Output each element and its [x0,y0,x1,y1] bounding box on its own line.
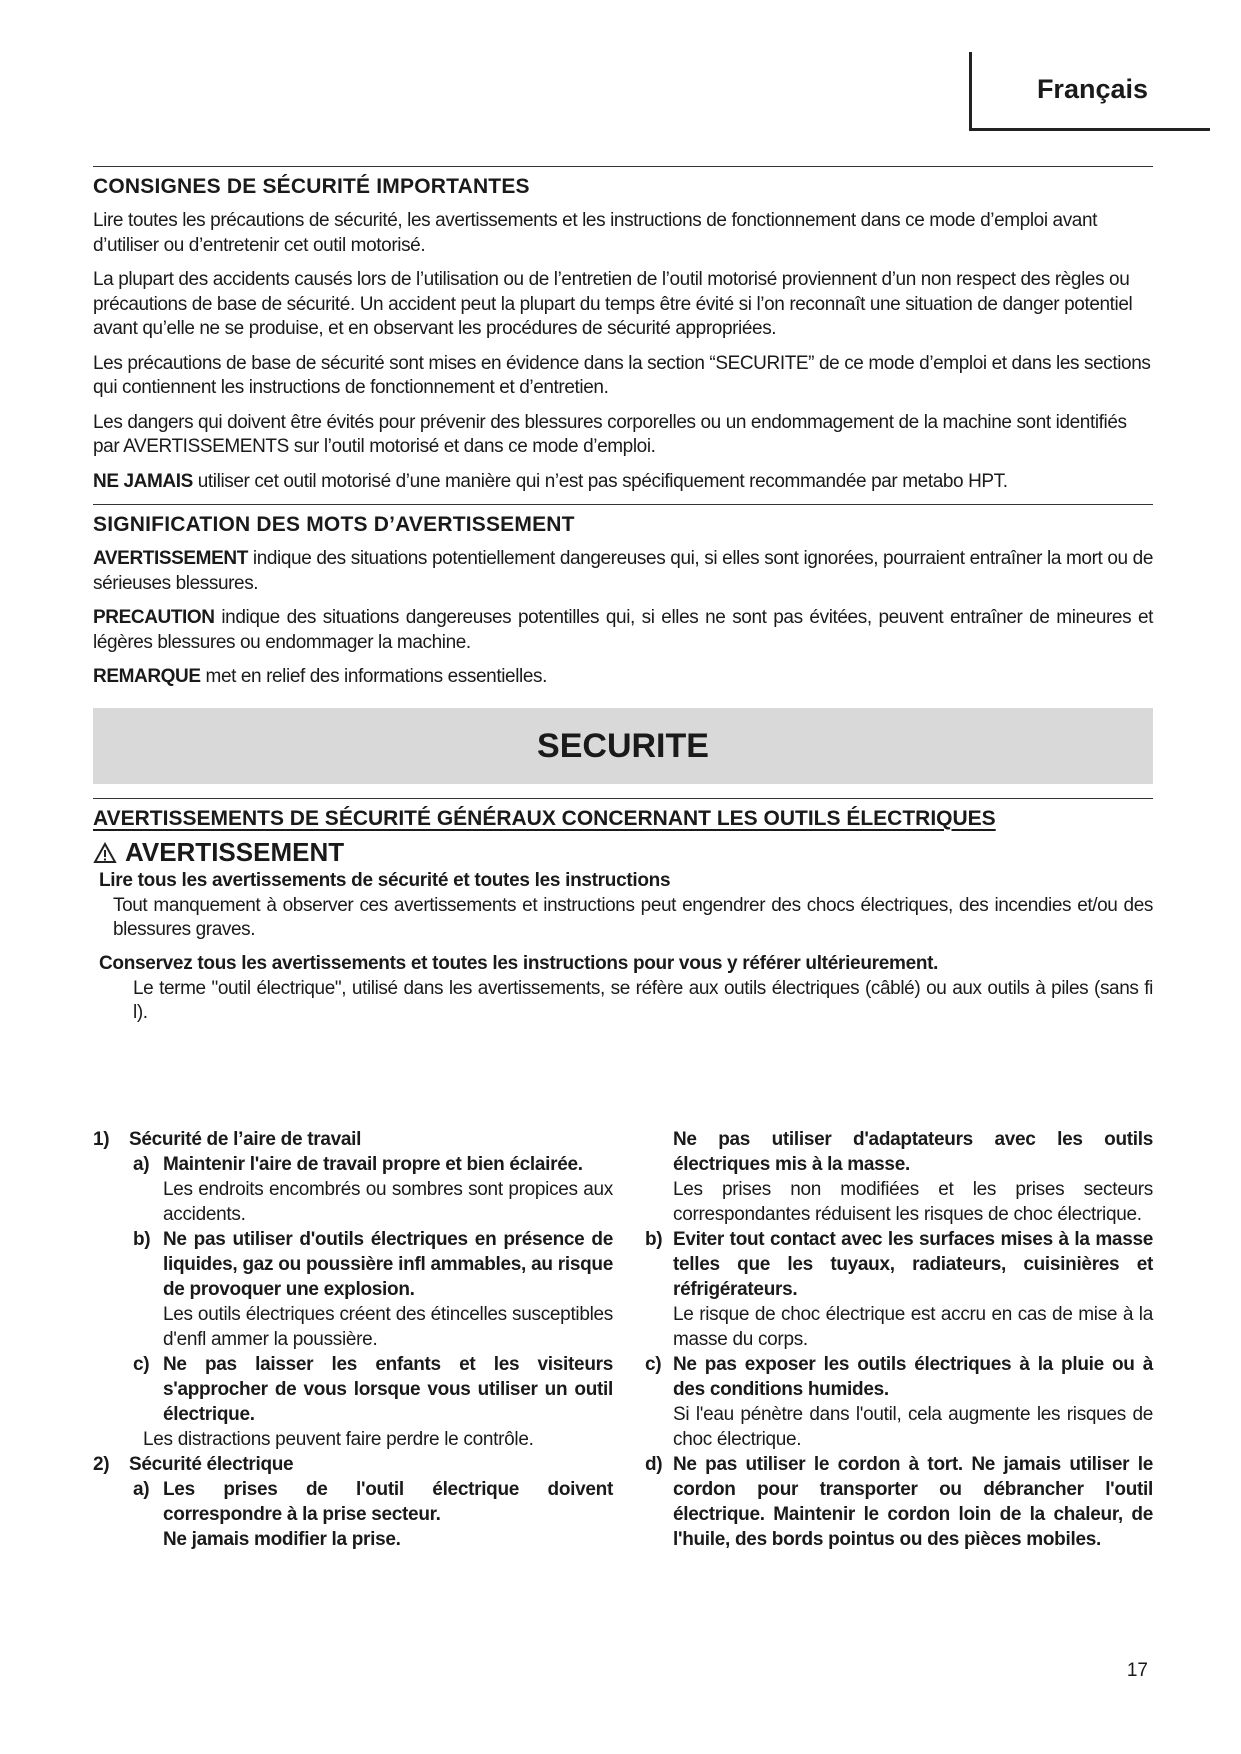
item-body: Les endroits encombrés ou sombres sont propices aux accidents. [163,1179,613,1225]
list-item-a2 [93,1477,613,1552]
page-number: 17 [1126,1660,1148,1681]
list-item-a [93,1152,613,1227]
item-title: Ne pas utiliser le cordon à tort. Ne jamais utiliser le cordon pour transporter ou débrancher l'outil électrique. Maintenir le cordon loin de la chaleur, de l'huile, des bords pointus ou des pièces mobiles. [673,1454,1153,1550]
paragraph-dangers: Les dangers qui doivent être évités pour prévenir des blessures corporelles ou un endommagement de la machine sont identifiés par AVERTISSEMENTS sur l’outil motorisé et dans ce mode d’emploi. [93,411,1127,457]
section-title-signal-words: SIGNIFICATION DES MOTS D’AVERTISSEMENT [93,504,1153,537]
language-label: Français [1036,74,1148,104]
paragraph-remarque [93,665,1153,690]
paragraph-avertissement [93,547,1153,596]
item-number: 1) [93,1129,110,1150]
paragraph-basic-precautions: Les précautions de base de sécurité sont mises en évidence dans la section “SECURITE” de ce mode d’emploi et dans les sections qui contiennent les instructions de fonctionnement et d’entretien. [93,352,1151,398]
securite-banner: SECURITE [93,708,1153,784]
section-title-general-warnings: AVERTISSEMENTS DE SÉCURITÉ GÉNÉRAUX CONCERNANT LES OUTILS ÉLECTRIQUES [93,798,1153,831]
item-title: Eviter tout contact avec les surfaces mises à la masse telles que les tuyaux, radiateurs, cuisinières et réfrigérateurs. [673,1229,1153,1300]
item-title: Ne pas laisser les enfants et les visiteurs s'approcher de vous lorsque vous utiliser un outil électrique. [163,1354,613,1425]
item-body: Les distractions peuvent faire perdre le contrôle. [143,1429,534,1450]
right-column [645,1127,1153,1552]
avertissement-text: indique des situations potentiellement dangereuses qui, si elles sont ignorées, pourraient entraîner la mort ou de sérieuses blessures. [93,548,1153,594]
item-title: Les prises de l'outil électrique doivent correspondre à la prise secteur. [163,1479,613,1525]
item-title: Ne pas utiliser d'outils électriques en présence de liquides, gaz ou poussière infl ammables, au risque de provoquer une explosion. [163,1229,613,1300]
item-body: Les prises non modifiées et les prises secteurs correspondantes réduisent les risques de choc électrique. [673,1179,1153,1225]
never-bold: NE JAMAIS [93,470,193,492]
precaution-bold: PRECAUTION [93,607,215,628]
language-tab [969,52,1210,131]
list-item-electrical [93,1452,613,1477]
list-item-b-right [645,1227,1153,1352]
paragraph-precaution [93,606,1153,655]
list-item-c-right [645,1352,1153,1452]
paragraph-never [93,470,1153,495]
item-letter: a) [133,1479,150,1500]
warning-heading [93,837,1153,868]
list-item-d-right [645,1452,1153,1552]
item-letter: d) [645,1454,663,1475]
item-title: Ne pas utiliser d'adaptateurs avec les outils électriques mis à la masse. [673,1129,1153,1175]
item-body: Les outils électriques créent des étincelles susceptibles d'enfl ammer la poussière. [163,1304,613,1350]
main-content [93,166,1153,1036]
item-title: Sécurité électrique [129,1454,294,1475]
item-body: Si l'eau pénètre dans l'outil, cela augmente les risques de choc électrique. [673,1404,1153,1450]
list-item-b [93,1227,613,1352]
avertissement-bold: AVERTISSEMENT [93,548,248,569]
left-column [93,1127,613,1552]
item-title-2: Ne jamais modifier la prise. [163,1529,401,1550]
remarque-bold: REMARQUE [93,666,201,687]
item-letter: c) [645,1354,662,1375]
item-number: 2) [93,1454,110,1475]
remarque-text: met en relief des informations essentielles. [200,666,547,687]
precaution-text: indique des situations dangereuses potentilles qui, si elles ne sont pas évitées, peuvent entraîner de mineures et légères blessures ou endommager la machine. [93,607,1153,653]
item-letter: b) [133,1229,151,1250]
keep-heading: Conservez tous les avertissements et toutes les instructions pour vous y référer ultérieurement. [99,952,939,974]
list-item-c [93,1352,613,1452]
warning-triangle-icon [93,842,117,864]
item-letter: a) [133,1154,150,1175]
item-title: Maintenir l'aire de travail propre et bien éclairée. [163,1154,583,1175]
item-title: Ne pas exposer les outils électriques à la pluie ou à des conditions humides. [673,1354,1153,1400]
list-item-work-area [93,1127,613,1152]
never-text: utiliser cet outil motorisé d’une manière qui n’est pas spécifiquement recommandée par metabo HPT. [192,470,1008,492]
paragraph-read-all: Lire toutes les précautions de sécurité, les avertissements et les instructions de fonctionnement dans ce mode d’emploi avant d’utiliser ou d’entretenir cet outil motorisé. [93,210,1098,256]
read-all-body: Tout manquement à observer ces avertissements et instructions peut engendrer des chocs électriques, des incendies et/ou des blessures graves. [113,894,1153,940]
list-item-adapters [673,1127,1153,1227]
read-all-heading: Lire tous les avertissements de sécurité et toutes les instructions [99,869,671,891]
item-body: Le risque de choc électrique est accru en cas de mise à la masse du corps. [673,1304,1153,1350]
paragraph-accidents: La plupart des accidents causés lors de l’utilisation ou de l’entretien de l’outil motorisé proviennent d’un non respect des règles ou précautions de base de sécurité. Un accident peut la plupart du temps être évité si l’on reconnaît une situation de danger potentiel avant qu’elle ne se produise, et en observant les procédures de sécurité appropriées. [93,269,1133,339]
section-title-important: CONSIGNES DE SÉCURITÉ IMPORTANTES [93,166,1153,199]
item-title: Sécurité de l’aire de travail [129,1129,362,1150]
item-letter: c) [133,1354,150,1375]
warning-label: AVERTISSEMENT [125,836,345,867]
item-letter: b) [645,1229,663,1250]
keep-body: Le terme "outil électrique", utilisé dans les avertissements, se réfère aux outils électriques (câblé) ou aux outils à piles (sans fi l). [133,977,1153,1023]
